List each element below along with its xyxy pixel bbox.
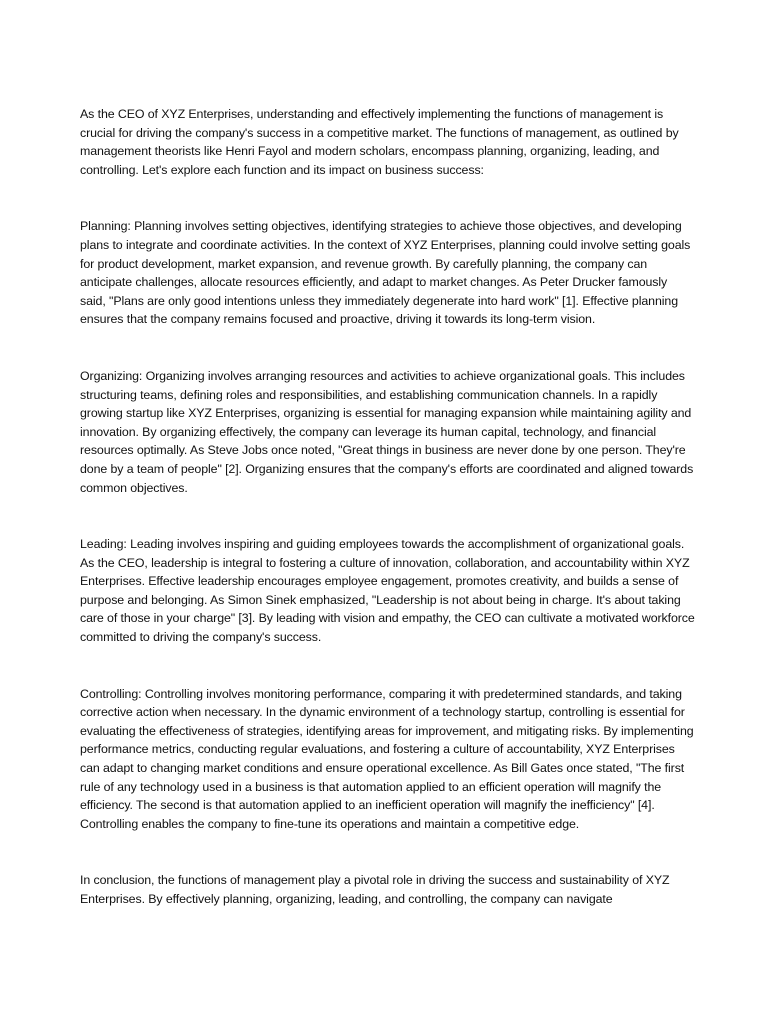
conclusion-paragraph: In conclusion, the functions of management play a pivotal role in driving the success and sustainability of XYZ Enterprises. By effectively planning, organizing, leading, and controlling, the company can navigate bbox=[80, 873, 670, 906]
intro-paragraph: As the CEO of XYZ Enterprises, understanding and effectively implementing the functions of management is crucial for driving the company's success in a competitive market. The functions of management, as outlined by management theorists like Henri Fayol and modern scholars, encompass planning, organizing, leading, and controlling. Let's explore each function and its impact on business success: bbox=[80, 107, 679, 177]
organizing-paragraph: Organizing: Organizing involves arranging resources and activities to achieve organizational goals. This includes structuring teams, defining roles and responsibilities, and establishing communication channels. In a rapidly growing startup like XYZ Enterprises, organizing is essential for managing expansion while maintaining agility and innovation. By organizing effectively, the company can leverage its human capital, technology, and financial resources optimally. As Steve Jobs once noted, "Great things in business are never done by one person. They're done by a team of people" [2]. Organizing ensures that the company's efforts are coordinated and aligned towards common objectives. bbox=[80, 368, 694, 495]
leading-paragraph: Leading: Leading involves inspiring and guiding employees towards the accomplishment of organizational goals. As the CEO, leadership is integral to fostering a culture of innovation, collaboration, and accountability within XYZ Enterprises. Effective leadership encourages employee engagement, promotes creativity, and builds a sense of purpose and belonging. As Simon Sinek emphasized, "Leadership is not about being in charge. It's about taking care of those in your charge" [3]. By leading with vision and empathy, the CEO can cultivate a motivated workforce committed to driving the company's success. bbox=[80, 537, 695, 645]
planning-paragraph: Planning: Planning involves setting objectives, identifying strategies to achieve those objectives, and developing plans to integrate and coordinate activities. In the context of XYZ Enterprises, planning could involve setting goals for product development, market expansion, and revenue growth. By carefully planning, the company can anticipate challenges, allocate resources efficiently, and adapt to market changes. As Peter Drucker famously said, "Plans are only good intentions unless they immediately degenerate into hard work" [1]. Effective planning ensures that the company remains focused and proactive, driving it towards its long-term vision. bbox=[80, 219, 691, 327]
controlling-paragraph: Controlling: Controlling involves monitoring performance, comparing it with predetermined standards, and taking corrective action when necessary. In the dynamic environment of a technology startup, controlling is essential for evaluating the effectiveness of strategies, identifying areas for improvement, and mitigating risks. By implementing performance metrics, conducting regular evaluations, and fostering a culture of accountability, XYZ Enterprises can adapt to changing market conditions and ensure operational excellence. As Bill Gates once stated, "The first rule of any technology used in a business is that automation applied to an efficient operation will magnify the efficiency. The second is that automation applied to an inefficient operation will magnify the inefficiency" [4]. Controlling enables the company to fine-tune its operations and maintain a competitive edge. bbox=[80, 686, 694, 831]
document-body bbox=[80, 105, 695, 947]
